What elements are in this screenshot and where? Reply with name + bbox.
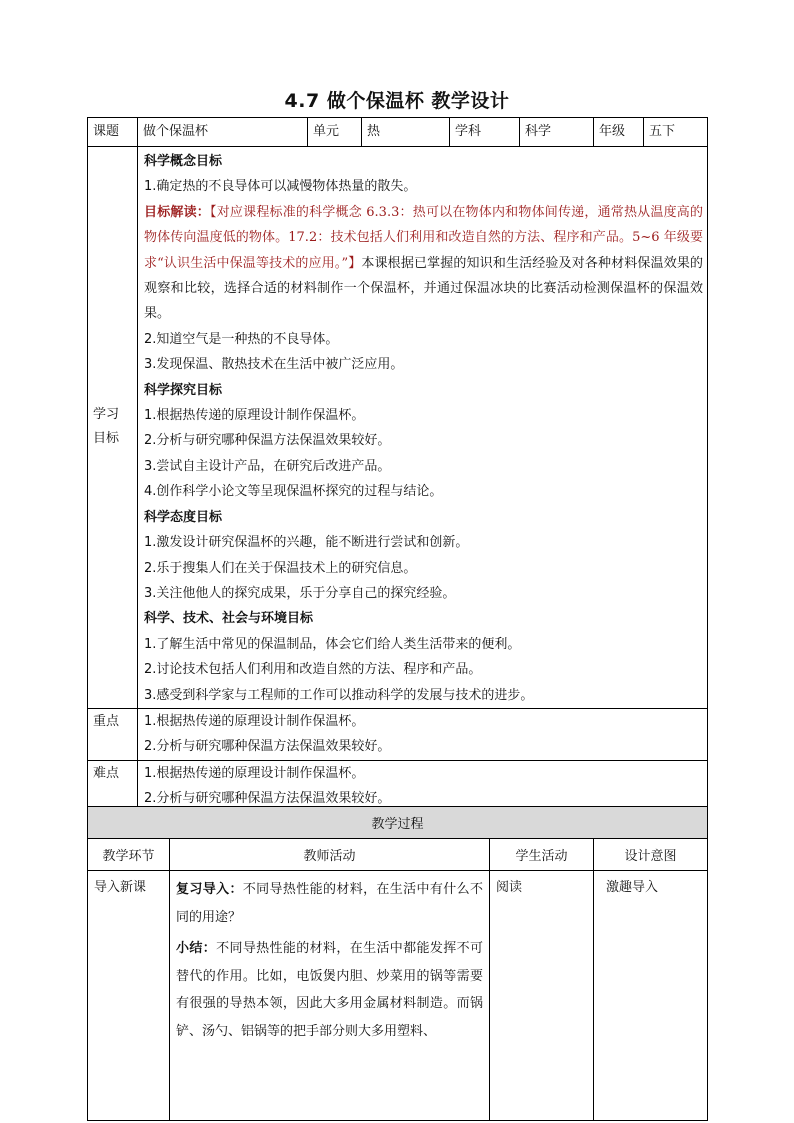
sts-item-3: 3.感受到科学家与工程师的工作可以推动科学的发展与技术的进步。 (144, 687, 534, 703)
process-banner: 教学过程 (88, 807, 708, 839)
row1-student: 阅读 (490, 871, 594, 1121)
row1-teacher (170, 871, 490, 1121)
col-intent-header: 设计意图 (594, 839, 708, 871)
subject-value: 科学 (520, 118, 594, 147)
process-header-row (88, 839, 708, 871)
grade-value: 五下 (644, 118, 708, 147)
col-stage-header: 教学环节 (88, 839, 170, 871)
row1-stage: 导入新课 (88, 871, 170, 1121)
grade-label: 年级 (594, 118, 644, 147)
attitude-item-2: 2.乐于搜集人们在关于保温技术上的研究信息。 (144, 560, 417, 576)
document-title: 4.7 做个保温杯 教学设计 (284, 90, 510, 112)
key-points-row (88, 708, 708, 760)
topic-value: 做个保温杯 (138, 118, 308, 147)
concept-item-3: 3.发现保温、散热技术在生活中被广泛应用。 (144, 357, 404, 373)
lesson-info-table (87, 117, 708, 813)
info-row (88, 118, 708, 147)
key-points-content (138, 708, 708, 760)
difficult-points-label: 难点 (88, 760, 138, 812)
difficult-point-2: 2.分析与研究哪种保温方法保温效果较好。 (144, 791, 391, 807)
inquiry-item-1: 1.根据热传递的原理设计制作保温杯。 (144, 408, 365, 424)
explain-standard: 【对应课程标准的科学概念 6.3.3：热可以在物体内和物体间传递，通常热从温度高的物体传向温度低的物体。17.2：技术包括人们利用和改造自然的方法、程序和产品。5~6 年级要求“认识生活中保温等技术的应用。”】 (144, 204, 703, 271)
inquiry-item-2: 2.分析与研究哪种保温方法保温效果较好。 (144, 433, 391, 449)
attitude-item-3: 3.关注他他人的探究成果，乐于分享自己的探究经验。 (144, 585, 456, 601)
subject-label: 学科 (450, 118, 520, 147)
goal-explanation (138, 200, 707, 327)
sts-heading: 科学、技术、社会与环境目标 (144, 611, 314, 627)
review-intro (176, 876, 483, 931)
inquiry-item-4: 4.创作科学小论文等呈现保温杯探究的过程与结论。 (144, 484, 443, 500)
unit-label: 单元 (308, 118, 362, 147)
attitude-heading: 科学态度目标 (144, 509, 223, 525)
key-point-2: 2.分析与研究哪种保温方法保温效果较好。 (144, 739, 391, 755)
goals-content (138, 147, 708, 709)
explain-label: 目标解读： (144, 204, 211, 220)
unit-value: 热 (362, 118, 450, 147)
summary-text: 不同导热性能的材料，在生活中都能发挥不可替代的作用。比如，电饭煲内胆、炒菜用的锅等需要有很强的导热本领，因此大多用金属材料制造。而锅铲、汤勺、铝锅等的把手部分则大多用塑料、 (176, 941, 483, 1039)
sts-item-1: 1.了解生活中常见的保温制品，体会它们给人类生活带来的便利。 (144, 636, 521, 652)
key-points-label: 重点 (88, 708, 138, 760)
process-row (88, 871, 708, 1121)
summary (176, 935, 483, 1045)
sts-item-2: 2.讨论技术包括人们利用和改造自然的方法、程序和产品。 (144, 662, 482, 678)
goals-label-line2: 目标 (93, 431, 120, 447)
concept-item-2: 2.知道空气是一种热的不良导体。 (144, 331, 339, 347)
inquiry-heading: 科学探究目标 (144, 382, 223, 398)
goals-row (88, 147, 708, 709)
goals-label-line1: 学习 (93, 407, 120, 423)
goals-label (88, 147, 138, 709)
inquiry-item-3: 3.尝试自主设计产品，在研究后改进产品。 (144, 458, 391, 474)
teaching-process-table (87, 806, 708, 1121)
topic-label: 课题 (88, 118, 138, 147)
review-text: 不同导热性能的材料，在生活中有什么不同的用途？ (176, 882, 483, 925)
attitude-item-1: 1.激发设计研究保温杯的兴趣，能不断进行尝试和创新。 (144, 535, 469, 551)
difficult-points-content (138, 760, 708, 812)
row1-intent: 激趣导入 (594, 871, 708, 1121)
concept-heading: 科学概念目标 (144, 154, 223, 169)
summary-label: 小结： (176, 941, 217, 956)
key-point-1: 1.根据热传递的原理设计制作保温杯。 (144, 713, 365, 729)
process-banner-row (88, 807, 708, 839)
col-teacher-header: 教师活动 (170, 839, 490, 871)
difficult-point-1: 1.根据热传递的原理设计制作保温杯。 (144, 765, 365, 781)
review-label: 复习导入： (176, 882, 243, 897)
col-student-header: 学生活动 (490, 839, 594, 871)
concept-item-1: 1.确定热的不良导体可以减慢物体热量的散失。 (144, 179, 417, 195)
explain-text: 本课根据已掌握的知识和生活经验及对各种材料保温效果的观察和比较，选择合适的材料制作一个保温杯，并通过保温冰块的比赛活动检测保温杯的保温效果。 (144, 255, 703, 322)
difficult-points-row (88, 760, 708, 812)
